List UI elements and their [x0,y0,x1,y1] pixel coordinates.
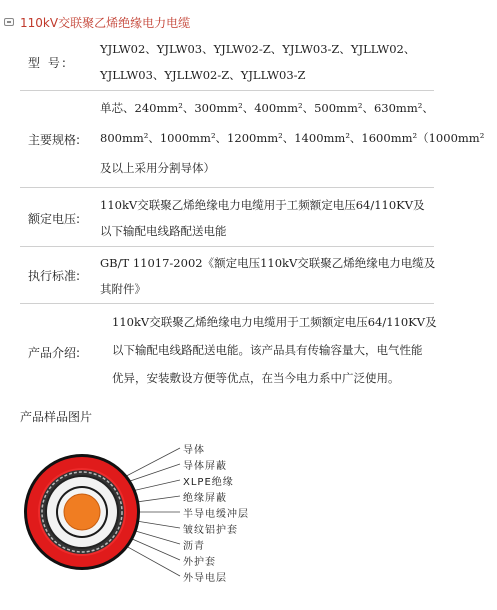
spec-line: 110kV交联聚乙烯绝缘电力电缆用于工频额定电压64/110KV及 [112,315,437,329]
cable-cross-section-diagram [20,434,280,600]
layer-label-conductor-screen: 导体屏蔽 [183,461,227,472]
spec-row-intro [20,304,437,394]
spec-row-voltage [20,188,434,247]
spec-label-intro: 产品介绍: [28,346,81,360]
spec-table [20,34,485,394]
spec-value-model [100,36,415,88]
spec-value-size [100,93,484,183]
layer-label-outer-sheath: 外护套 [183,557,216,568]
layer-label-outer-conductive: 外导电层 [183,573,227,584]
spec-line: 以下输配电线路配送电能。该产品具有传输容量大，电气性能 [112,343,423,357]
product-title-row [4,12,190,32]
layer-label-conductor: 导体 [183,445,205,456]
layer-label-buffer-layer: 半导电缓冲层 [183,509,249,520]
spec-line: YJLW02、YJLW03、YJLW02-Z、YJLW03-Z、YJLLW02、 [100,42,416,56]
spec-line: GB/T 11017-2002《额定电压110kV交联聚乙烯绝缘电力电缆及 [100,256,436,270]
spec-label-voltage: 额定电压: [28,212,81,226]
document-icon [4,18,14,26]
spec-line: 800mm²、1000mm²、1200mm²、1400mm²、1600mm²（1000mm² [100,131,485,145]
gallery-title: 产品样品图片 [20,410,93,424]
spec-line: 以下输配电线路配送电能 [100,224,227,238]
cable-layers [24,454,140,570]
spec-line: 其附件》 [100,282,146,296]
spec-value-intro [112,308,437,392]
spec-line: 110kV交联聚乙烯绝缘电力电缆用于工频额定电压64/110KV及 [100,198,425,212]
layer-label-aluminum-sheath: 皱纹铝护套 [183,525,238,536]
spec-row-standard [20,247,434,304]
spec-line: 单芯、240mm²、300mm²、400mm²、500mm²、630mm²、 [100,101,434,115]
spec-label-size: 主要规格: [28,133,81,147]
spec-row-size [20,91,485,188]
layer-label-xlpe-insulation: XLPE绝缘 [183,477,234,488]
spec-label-model: 型 号: [28,56,68,70]
product-title: 110kV交联聚乙烯绝缘电力电缆 [20,15,191,30]
spec-label-standard: 执行标准: [28,269,81,283]
spec-value-standard [100,250,435,302]
spec-line: 及以上采用分割导体） [100,161,215,175]
layer-label-insulation-screen: 绝缘屏蔽 [183,493,227,504]
spec-value-voltage [100,192,425,244]
spec-line: YJLLW03、YJLLW02-Z、YJLLW03-Z [100,68,306,82]
spec-line: 优异，安装敷设方便等优点，在当今电力系中广泛使用。 [112,371,400,385]
layer-label-asphalt: 沥青 [183,541,205,552]
spec-row-model [20,34,434,91]
